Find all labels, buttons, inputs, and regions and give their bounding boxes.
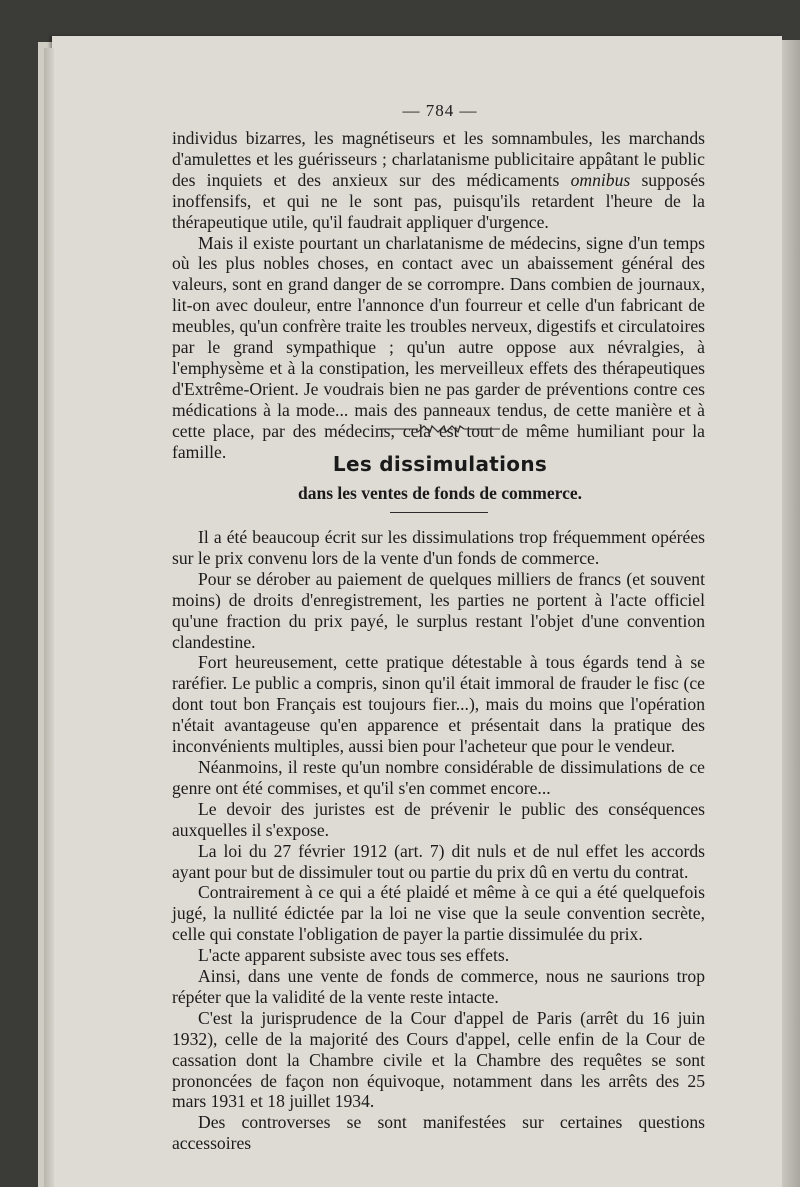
paragraph-text: individus bizarres, les magnétiseurs et les somnambules, les marchands d'amulettes et les guérisseurs ; charlatanisme publicitaire appâtant le public des inquiets et des anxieux sur des médicaments omnibus supposés inoffensifs, et qui ne le sont pas, puisqu'ils retardent l'heure de la thérapeutique utile, qu'il faudrait appliquer d'urgence. bbox=[172, 128, 705, 232]
article-title: Les dissimulations bbox=[332, 452, 548, 476]
paragraph: Le devoir des juristes est de prévenir le public des conséquences auxquelles il s'expose. bbox=[172, 798, 705, 840]
page-number: — 784 — bbox=[402, 101, 478, 120]
paragraph: La loi du 27 février 1912 (art. 7) dit nuls et de nul effet les accords ayant pour but de dissimuler tout ou partie du prix dû en vertu du contrat. bbox=[172, 840, 705, 882]
paragraph bbox=[172, 128, 705, 233]
paragraph: Mais il existe pourtant un charlatanisme de médecins, signe d'un temps où les plus nobles choses, en contact avec un abaissement général des valeurs, sont en grand danger de se corrompre. Dans combien de journaux, lit-on avec douleur, entre l'annonce d'un fourreur et celle d'un fabricant de meubles, qu'un confrère traite les troubles nerveux, digestifs et circulatoires par le grand sympathique ; qu'un autre oppose aux névralgies, à l'emphysème et à la constipation, les merveilleux effets des thérapeutiques d'Extrême-Orient. Je voudrais bien ne pas garder de préventions contre ces médications à la mode... mais des panneaux tendus, de cette manière et à cette place, par des médecins, cela est tout de même humiliant pour la famille. bbox=[172, 232, 705, 462]
article-subtitle: dans les ventes de fonds de commerce. bbox=[297, 483, 583, 503]
emphasized-word: omnibus bbox=[570, 169, 631, 190]
paragraph: Il a été beaucoup écrit sur les dissimulations trop fréquemment opérées sur le prix convenu lors de la vente d'un fonds de commerce. bbox=[172, 527, 705, 568]
paragraph: Pour se dérober au paiement de quelques milliers de francs (et souvent moins) de droits d'enregistrement, les parties ne portent à l'acte officiel qu'une fraction du prix payé, le surplus restant l'objet d'une convention clandestine. bbox=[172, 568, 705, 652]
article-body bbox=[172, 527, 705, 1154]
title-rule bbox=[390, 512, 488, 513]
next-page-edge bbox=[782, 40, 800, 1187]
section-divider-ornament bbox=[380, 423, 500, 435]
paragraph: C'est la jurisprudence de la Cour d'appel de Paris (arrêt du 16 juin 1932), celle de la majorité des Cours d'appel, celle enfin de la Cour de cassation dont la Chambre civile et la Chambre des requêtes se sont prononcées de façon non équivoque, notamment dans les arrêts des 25 mars 1931 et 18 juillet 1934. bbox=[172, 1007, 705, 1112]
page-binding-edge bbox=[44, 48, 54, 1187]
paragraph: L'acte apparent subsiste avec tous ses effets. bbox=[198, 945, 510, 966]
paragraph: Des controverses se sont manifestées sur certaines questions accessoires bbox=[172, 1112, 705, 1154]
paragraph: Néanmoins, il reste qu'un nombre considérable de dissimulations de ce genre ont été commises, et qu'il s'en commet encore... bbox=[172, 756, 705, 798]
paragraph: Ainsi, dans une vente de fonds de commerce, nous ne saurions trop répéter que la validité de la vente reste intacte. bbox=[172, 966, 705, 1007]
paragraph: Contrairement à ce qui a été plaidé et même à ce qui a été quelquefois jugé, la nullité édictée par la loi ne vise que la seule convention secrète, celle qui constate l'obligation de payer la partie dissimulée du prix. bbox=[172, 882, 705, 945]
intro-text bbox=[172, 128, 705, 463]
paragraph: Fort heureusement, cette pratique détestable à tous égards tend à se raréfier. Le public a compris, sinon qu'il était immoral de frauder le fisc (ce dont tout bon Français est toujours fier...), mais du moins que l'opération n'était avantageuse qu'en apparence et présentait dans la pratique des inconvénients multiples, aussi bien pour l'acheteur que pour le vendeur. bbox=[172, 652, 705, 757]
